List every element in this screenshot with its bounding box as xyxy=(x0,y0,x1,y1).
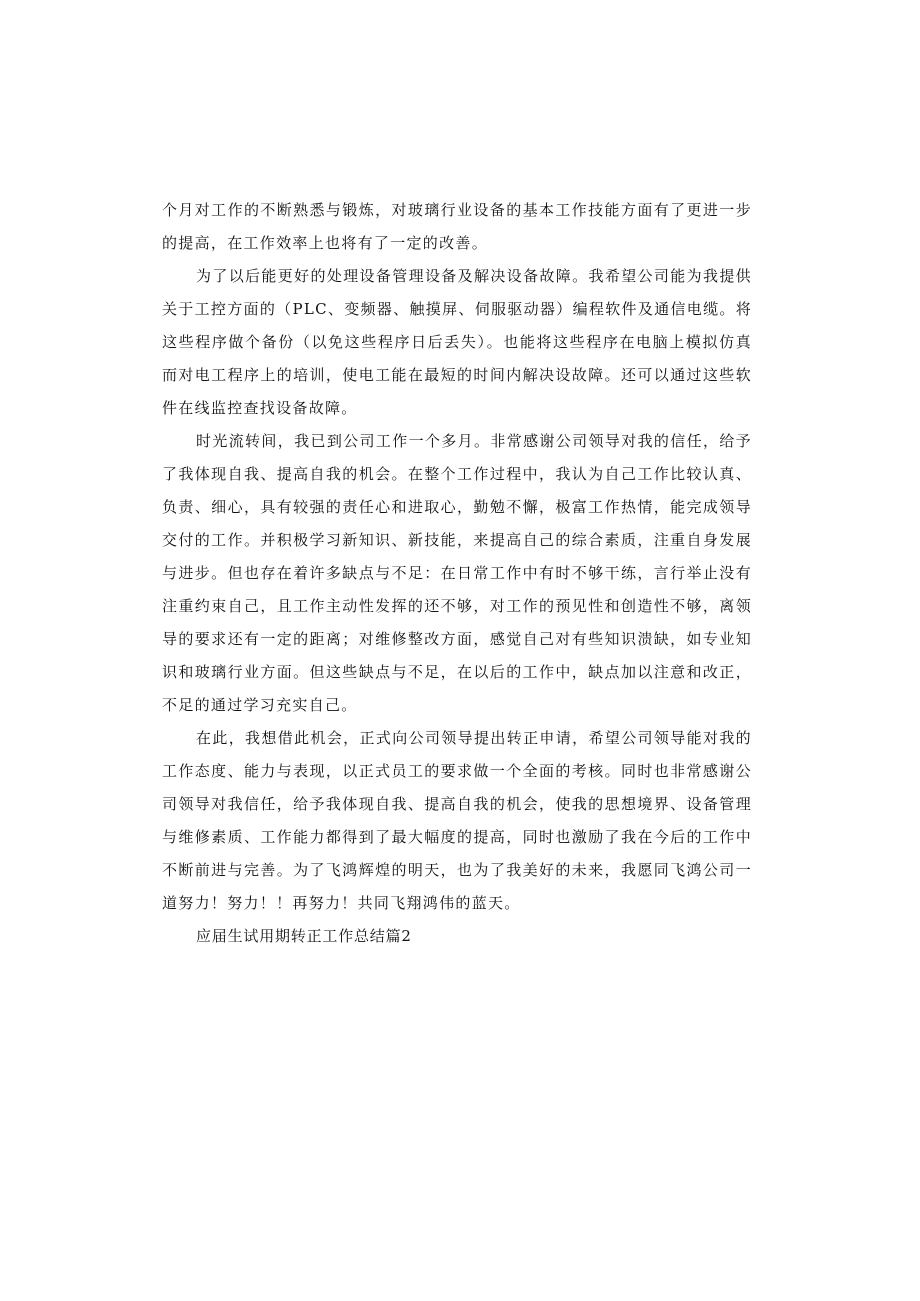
paragraph-regularization-request: 在此，我想借此机会，正式向公司领导提出转正申请，希望公司领导能对我的工作态度、能力与表现，以正式员工的要求做一个全面的考核。同时也非常感谢公司领导对我信任，给予我体现自我、提高自我的机会，使我的思想境界、设备管理与维修素质、工作能力都得到了最大幅度的提高，同时也激励了我在今后的工作中不断前进与完善。为了飞鸿辉煌的明天，也为了我美好的未来，我愿同飞鸿公司一道努力！努力！！再努力！共同飞翔鸿伟的蓝天。 xyxy=(162,729,752,912)
paragraph-continuation: 个月对工作的不断熟悉与锻炼，对玻璃行业设备的基本工作技能方面有了更进一步的提高，在工作效率上也将有了一定的改善。 xyxy=(162,201,752,252)
paragraph-self-assessment: 时光流转间，我已到公司工作一个多月。非常感谢公司领导对我的信任，给予了我体现自我、提高自我的机会。在整个工作过程中，我认为自己工作比较认真、负责、细心，具有较强的责任心和进取心，勤勉不懈，极富工作热情，能完成领导交付的工作。并积极学习新知识、新技能，来提高自己的综合素质，注重自身发展与进步。但也存在着许多缺点与不足：在日常工作中有时不够干练，言行举止没有注重约束自己，且工作主动性发挥的还不够，对工作的预见性和创造性不够，离领导的要求还有一定的距离；对维修整改方面，感觉自己对有些知识溃缺，如专业知识和玻璃行业方面。但这些缺点与不足，在以后的工作中，缺点加以注意和改正，不足的通过学习充实自己。 xyxy=(162,432,752,714)
document-body xyxy=(162,194,752,953)
paragraph-equipment-request: 为了以后能更好的处理设备管理设备及解决设备故障。我希望公司能为我提供关于工控方面的（PLC、变频器、触摸屏、伺服驱动器）编程软件及通信电缆。将这些程序做个备份（以免这些程序日后丢失）。也能将这些程序在电脑上模拟仿真而对电工程序上的培训，使电工能在最短的时间内解决设故障。还可以通过这些软件在线监控查找设备故障。 xyxy=(162,267,752,417)
section-heading: 应届生试用期转正工作总结篇2 xyxy=(196,927,412,945)
